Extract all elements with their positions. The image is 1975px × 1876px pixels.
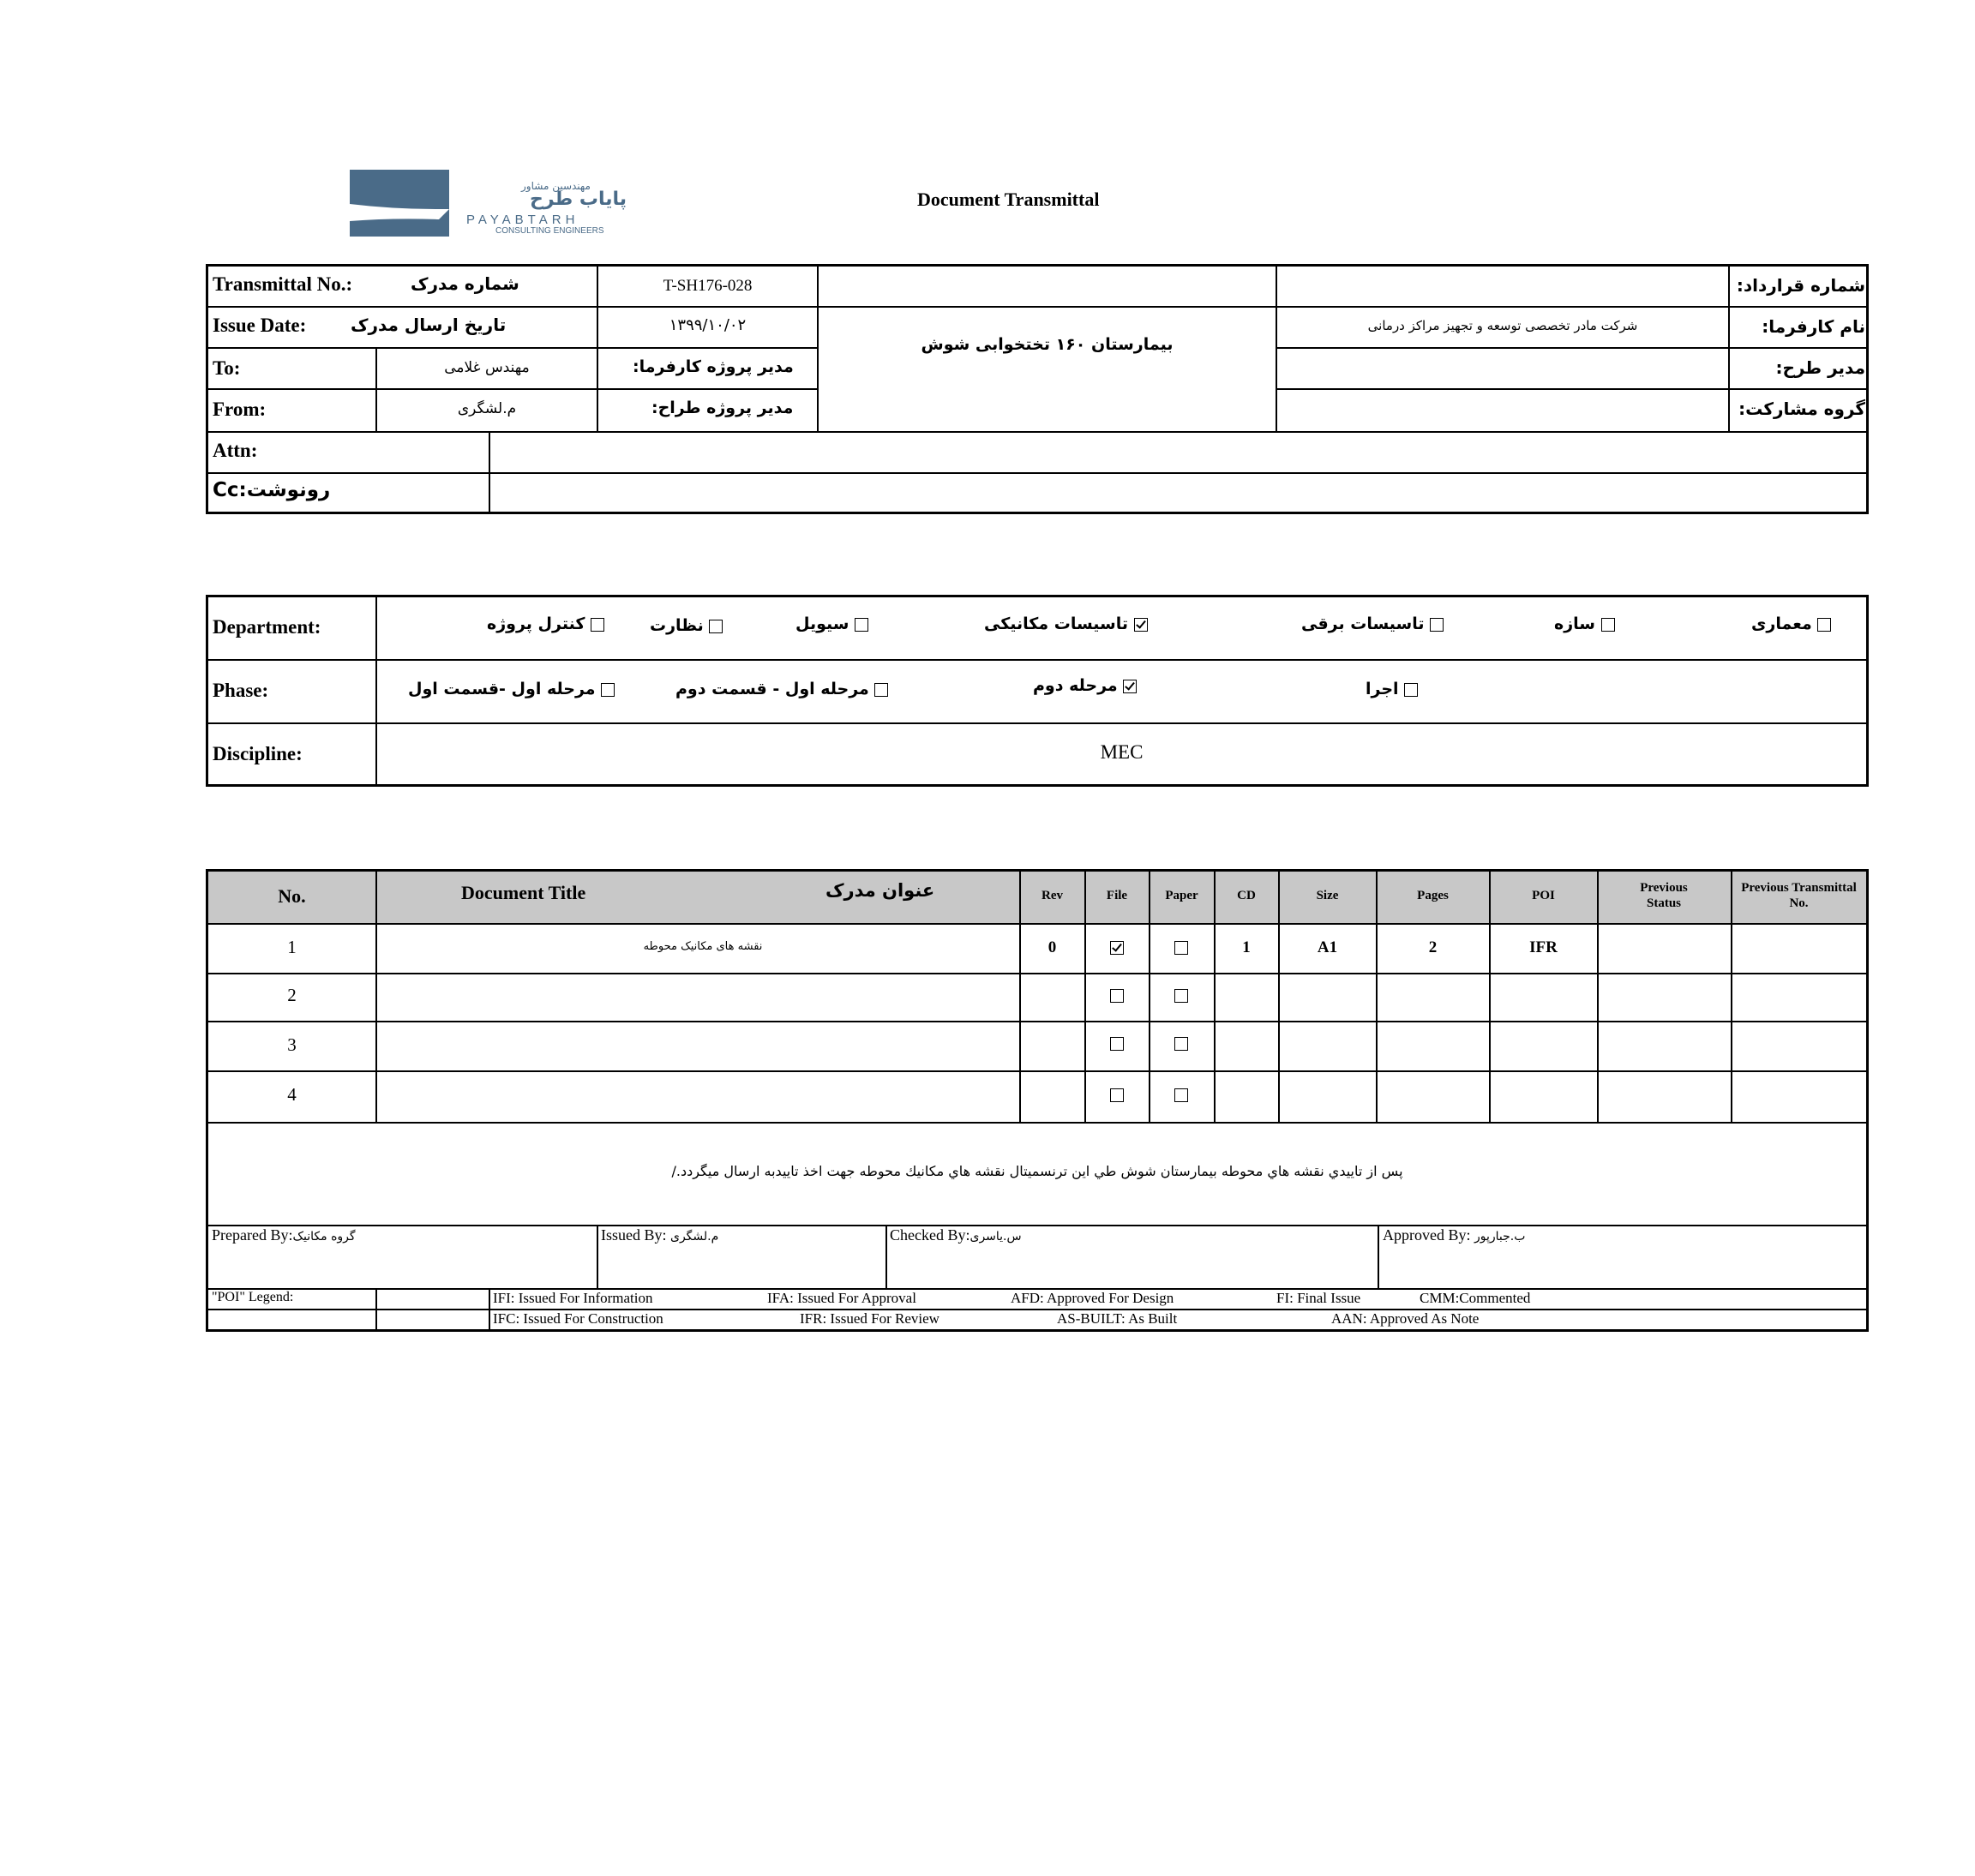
legend-aan: AAN: Approved As Note — [1331, 1310, 1480, 1327]
option-label: نظارت — [650, 616, 704, 635]
row-4-no: 4 — [287, 1084, 297, 1105]
row-1-file-checkbox[interactable] — [1110, 941, 1124, 955]
row-1-pages: 2 — [1428, 938, 1438, 956]
legend-as-built: AS-BUILT: As Built — [1057, 1310, 1178, 1327]
col-header-file: File — [1106, 889, 1128, 902]
legend-ifi: IFI: Issued For Information — [493, 1290, 653, 1306]
col-header-cd: CD — [1237, 889, 1256, 902]
phase-label: Phase: — [213, 680, 269, 701]
row-1-rev: 0 — [1048, 938, 1057, 956]
row-1-title: نقشه های مکانیک محوطه — [643, 940, 763, 953]
checkbox[interactable] — [1601, 618, 1615, 632]
col-header-prev-status: Previous Status — [1640, 881, 1688, 910]
row-2-no: 2 — [287, 985, 297, 1005]
option-label: اجرا — [1366, 680, 1399, 698]
partner-label: گروه مشارکت: — [1738, 399, 1865, 419]
col-header-pages: Pages — [1417, 889, 1449, 902]
designer-manager-label: مدیر طرح: — [1775, 357, 1865, 378]
prepared-by-label: Prepared By: — [212, 1226, 293, 1244]
phase-option-stage1-part1[interactable] — [408, 680, 615, 698]
legend-cmm: CMM:Commented — [1420, 1290, 1531, 1306]
issue-date-label: Issue Date: — [213, 315, 307, 336]
dept-option-mechanical[interactable] — [984, 614, 1148, 633]
phase-option-stage1-part2[interactable] — [675, 680, 888, 698]
row-1-cd: 1 — [1242, 938, 1251, 956]
row-1-size: A1 — [1317, 938, 1338, 956]
col-header-paper: Paper — [1165, 889, 1198, 902]
checkbox[interactable] — [1404, 683, 1418, 697]
col-header-prev-transmittal: Previous Transmittal No. — [1741, 881, 1857, 910]
logo-fa-top: مهندسین مشاور — [521, 180, 591, 192]
checkbox[interactable] — [1817, 618, 1831, 632]
row-1-no: 1 — [287, 937, 297, 957]
approved-by-value: ب.جبارپور — [1474, 1230, 1526, 1244]
header-block — [206, 264, 1869, 514]
issued-by — [601, 1226, 718, 1244]
checkbox[interactable] — [601, 683, 615, 697]
issue-date-label-fa: تاریخ ارسال مدرک — [351, 315, 507, 335]
approved-by-label: Approved By: — [1383, 1226, 1471, 1244]
checked-by-label: Checked By: — [890, 1226, 970, 1244]
checkbox[interactable] — [1134, 618, 1148, 632]
phase-option-execution[interactable] — [1366, 680, 1418, 698]
transmittal-note: پس از تاييدي نقشه هاي محوطه بيمارستان شوش طي اين ترنسميتال نقشه هاي مكانيك محوطه جهت اخذ تاييدبه ارسال ميگردد./ — [671, 1163, 1403, 1179]
from-role: مدیر پروژه طراح: — [651, 399, 794, 417]
classification-block — [206, 595, 1869, 787]
legend-afd: AFD: Approved For Design — [1011, 1290, 1174, 1306]
issued-by-value: م.لشگری — [670, 1230, 719, 1244]
contract-label: شماره قرارداد: — [1736, 275, 1865, 296]
row-1-paper-checkbox[interactable] — [1174, 941, 1188, 955]
from-value: م.لشگری — [457, 400, 517, 417]
legend-row-1 — [493, 1290, 1530, 1307]
row-4-paper-checkbox[interactable] — [1174, 1088, 1188, 1102]
logo-mark — [350, 170, 449, 237]
to-label: To: — [213, 357, 241, 379]
issue-date-value: ۱۳۹۹/۱۰/۰۲ — [669, 316, 747, 334]
page-title: Document Transmittal — [917, 189, 1100, 210]
row-2-paper-checkbox[interactable] — [1174, 989, 1188, 1003]
option-label: سیویل — [795, 614, 849, 633]
to-role: مدیر پروژه کارفرما: — [633, 357, 794, 376]
discipline-value: MEC — [1100, 741, 1144, 763]
option-label: مرحله اول - قسمت دوم — [675, 680, 869, 698]
document-table — [206, 869, 1869, 1332]
option-label: تاسیسات مکانیکی — [984, 614, 1128, 633]
approved-by — [1383, 1226, 1525, 1244]
checkbox[interactable] — [591, 618, 604, 632]
checkbox[interactable] — [709, 620, 723, 633]
option-label: مرحله دوم — [1033, 676, 1118, 695]
col-header-title-en: Document Title — [461, 882, 586, 903]
dept-option-civil[interactable] — [795, 614, 868, 633]
checkbox[interactable] — [1123, 680, 1137, 693]
checked-by — [890, 1226, 1022, 1244]
from-label: From: — [213, 399, 267, 420]
option-label: تاسیسات برقی — [1301, 614, 1425, 633]
row-4-file-checkbox[interactable] — [1110, 1088, 1124, 1102]
col-header-poi: POI — [1532, 889, 1555, 902]
row-2-file-checkbox[interactable] — [1110, 989, 1124, 1003]
legend-row-2 — [493, 1310, 1479, 1328]
attn-label: Attn: — [213, 440, 258, 461]
dept-option-architecture[interactable] — [1751, 614, 1831, 633]
logo-sub: CONSULTING ENGINEERS — [495, 226, 604, 236]
dept-option-electrical[interactable] — [1301, 614, 1444, 633]
row-1-poi: IFR — [1529, 938, 1558, 956]
option-label: معماری — [1751, 614, 1812, 633]
logo-en: PAYABTARH — [466, 213, 579, 227]
legend-ifa: IFA: Issued For Approval — [767, 1290, 916, 1306]
row-3-paper-checkbox[interactable] — [1174, 1037, 1188, 1051]
col-header-size: Size — [1316, 889, 1339, 902]
cc-label: Cc:رونوشت — [213, 479, 331, 501]
legend-ifr: IFR: Issued For Review — [800, 1310, 939, 1327]
department-label: Department: — [213, 616, 321, 638]
company-logo — [350, 168, 667, 238]
transmittal-no-label-fa: شماره مدرک — [411, 273, 519, 294]
legend-ifc: IFC: Issued For Construction — [493, 1310, 663, 1327]
project-name: بیمارستان ۱۶۰ تختخوابی شوش — [921, 335, 1174, 354]
option-label: سازه — [1554, 614, 1595, 633]
row-3-no: 3 — [287, 1034, 297, 1055]
employer-value: شرکت مادر تخصصی توسعه و تجهیز مراکز درمانی — [1367, 318, 1638, 333]
transmittal-no-label: Transmittal No.: — [213, 273, 353, 295]
col-header-rev: Rev — [1042, 889, 1063, 902]
to-value: مهندس غلامی — [444, 359, 530, 376]
discipline-label: Discipline: — [213, 743, 303, 764]
phase-option-stage2[interactable] — [1033, 676, 1137, 695]
option-label: کنترل پروژه — [487, 614, 585, 633]
checkbox[interactable] — [1430, 618, 1444, 632]
logo-fa: پایاب طرح — [530, 189, 627, 210]
issued-by-label: Issued By: — [601, 1226, 667, 1244]
dept-option-project-control[interactable] — [487, 614, 604, 633]
checkbox[interactable] — [855, 618, 868, 632]
checkbox[interactable] — [874, 683, 888, 697]
col-header-title-fa: عنوان مدرک — [825, 880, 935, 901]
dept-option-supervision[interactable] — [650, 616, 723, 635]
legend-fi: FI: Final Issue — [1276, 1290, 1361, 1306]
prepared-by-value: گروه مکانیک — [292, 1230, 356, 1244]
transmittal-no-value: T-SH176-028 — [663, 277, 753, 295]
row-3-file-checkbox[interactable] — [1110, 1037, 1124, 1051]
employer-label: نام کارفرما: — [1762, 316, 1865, 337]
poi-legend-label: "POI" Legend: — [212, 1290, 294, 1304]
col-header-no: No. — [278, 885, 306, 907]
checked-by-value: س.یاسری — [969, 1230, 1022, 1244]
prepared-by — [212, 1226, 356, 1244]
option-label: مرحله اول -قسمت اول — [408, 680, 596, 698]
dept-option-structure[interactable] — [1554, 614, 1615, 633]
